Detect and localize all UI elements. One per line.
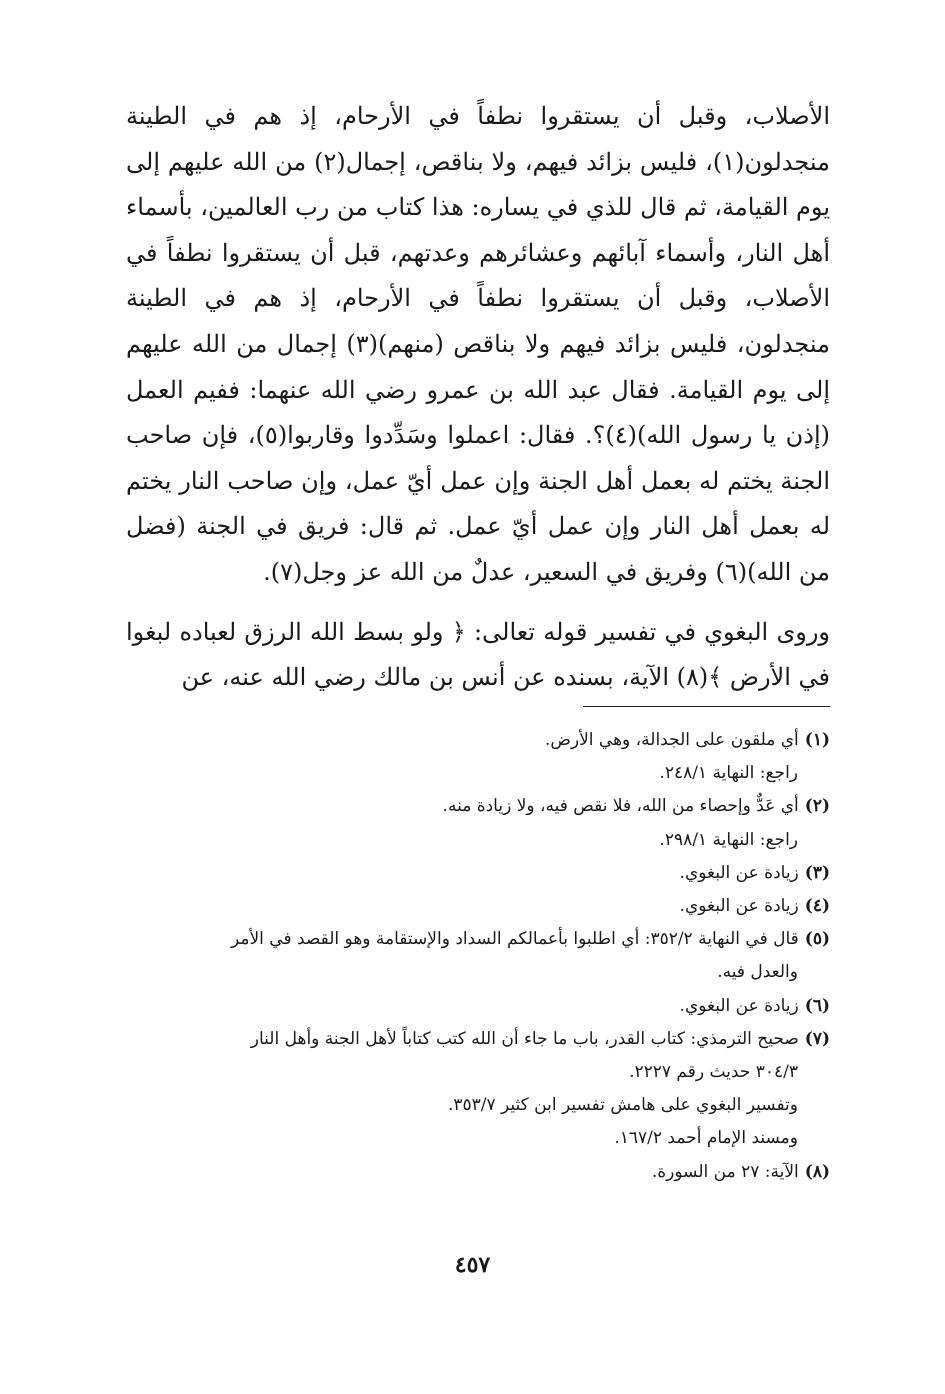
footnotes	[126, 724, 830, 1189]
footnote-text: الآية: ٢٧ من السورة.	[651, 1161, 799, 1182]
footnote-8	[126, 1156, 830, 1189]
footnote-5	[126, 923, 830, 956]
footnote-text: زيادة عن البغوي.	[679, 896, 799, 917]
footnote-7	[126, 1023, 830, 1056]
footnote-number: (٤)	[804, 896, 830, 917]
footnote-7-reference-2: وتفسير البغوي على هامش تفسير ابن كثير ٣٥٣/٧.	[447, 1095, 798, 1116]
footnote-5-continuation: والعدل فيه.	[717, 962, 798, 983]
footnote-number: (٢)	[804, 796, 830, 817]
footnote-2-reference: راجع: النهاية ٢٩٨/١.	[659, 829, 798, 850]
footnote-6	[126, 990, 830, 1023]
footnote-text: زيادة عن البغوي.	[679, 862, 799, 883]
footnote-number: (٨)	[804, 1161, 830, 1182]
body-paragraph-2: وروى البغوي في تفسير قوله تعالى: ﴿ ولو بسط الله الرزق لعباده لبغوا في الأرض ﴾(٨) الآية، بسنده عن أنس بن مالك رضي الله عنه، عن	[126, 617, 830, 692]
footnote-number: (٥)	[804, 929, 830, 950]
footnote-number: (٦)	[804, 995, 830, 1016]
footnote-7-continuation: ٣٠٤/٣ حديث رقم ٢٢٢٧.	[629, 1062, 798, 1083]
footnote-text: أي ملقون على الجدالة، وهي الأرض.	[544, 730, 799, 750]
footnote-text: زيادة عن البغوي.	[679, 995, 799, 1016]
footnote-number: (١)	[804, 730, 830, 750]
footnote-4	[126, 890, 830, 923]
footnote-text: أي عَدٌّ وإحصاء من الله، فلا نقص فيه، ولا زيادة منه.	[442, 796, 799, 817]
footnote-1-reference: راجع: النهاية ٢٤٨/١.	[659, 763, 798, 784]
footnote-7-reference-3: ومسند الإمام أحمد ١٦٧/٢.	[614, 1128, 798, 1149]
footnote-number: (٣)	[804, 862, 830, 883]
footnote-2	[126, 790, 830, 823]
page-number: ٤٥٧	[454, 1252, 491, 1278]
footnote-divider	[583, 706, 830, 707]
footnote-3	[126, 857, 830, 890]
footnote-number: (٧)	[804, 1028, 830, 1049]
main-text	[126, 94, 830, 701]
footnote-text: صحيح الترمذي: كتاب القدر، باب ما جاء أن الله كتب كتاباً لأهل الجنة وأهل النار	[250, 1028, 799, 1049]
body-paragraph-1: الأصلاب، وقبل أن يستقروا نطفاً في الأرحام، إذ هم في الطينة منجدلون(١)، فليس بزائد فيهم، ولا بناقص، إجمال(٢) من الله عليهم إلى يوم القيامة، ثم قال للذي في يساره: هذا كتاب من رب العالمين، بأسماء أهل النار، وأسماء آبائهم وعشائرهم وعدتهم، قبل أن يستقروا نطفاً في الأصلاب، وقبل أن يستقروا نطفاً في الأرحام، إذ هم في الطينة منجدلون، فليس بزائد فيهم ولا بناقص (منهم)(٣) إجمال من الله عليهم إلى يوم القيامة. فقال عبد الله بن عمرو رضي الله عنهما: ففيم العمل (إذن يا رسول الله)(٤)؟. فقال: اعملوا وسَدِّدوا وقاربوا(٥)، فإن صاحب الجنة يختم له بعمل أهل الجنة وإن عمل أيّ عمل، وإن صاحب النار يختم له بعمل أهل النار وإن عمل أيّ عمل. ثم قال: فريق في الجنة (فضل من الله)(٦) وفريق في السعير، عدلٌ من الله عز وجل(٧).	[126, 102, 831, 586]
footnote-1	[126, 724, 830, 757]
footnote-text: قال في النهاية ٣٥٢/٢: أي اطلبوا بأعمالكم السداد والإستقامة وهو القصد في الأمر	[230, 929, 799, 950]
